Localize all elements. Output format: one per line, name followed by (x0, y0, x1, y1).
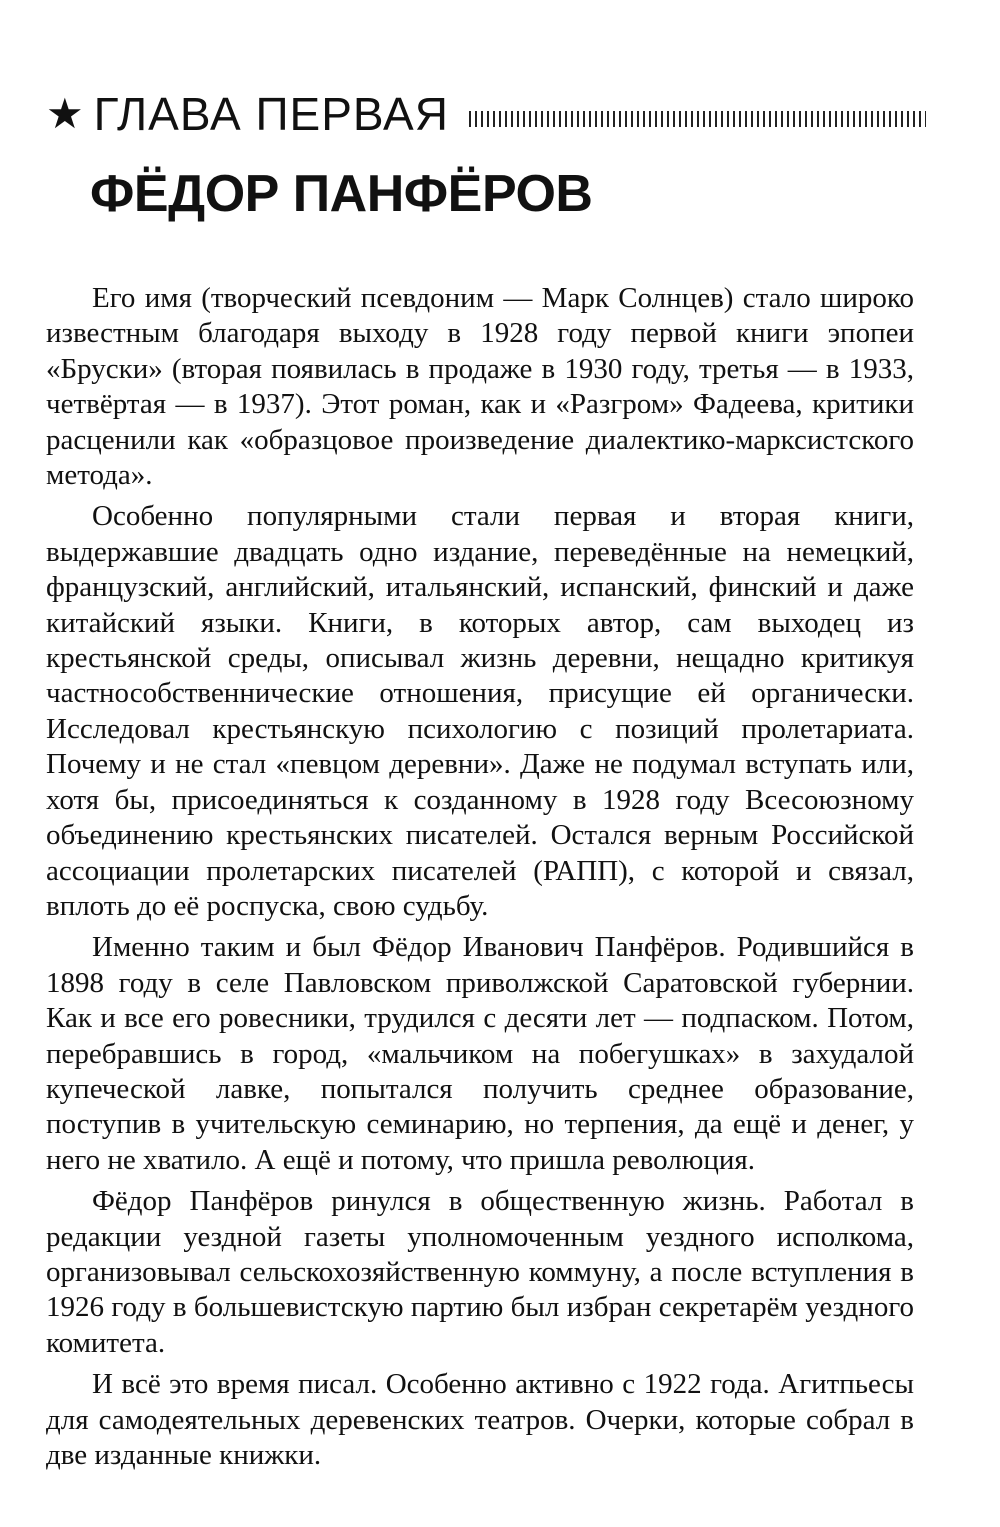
chapter-label: ГЛАВА ПЕРВАЯ (93, 88, 449, 140)
star-icon: ★ (46, 89, 84, 138)
chapter-title: ФЁДОР ПАНФЁРОВ (90, 165, 593, 223)
chapter-header (46, 84, 926, 144)
paragraph: Особенно популярными стали первая и вторая книги, выдержавшие двадцать одно издание, переведённые на немецкий, французский, английский, итальянский, испанский, финский и даже китайский языки. Книги, в которых автор, сам выходец из крестьянской среды, описывал жизнь деревни, нещадно критикуя частнособственнические отношения, присущие ей органически. Исследовал крестьянскую психологию с позиций пролетариата. Почему и не стал «певцом деревни». Даже не подумал вступать или, хотя бы, присоединяться к созданному в 1928 году Всесоюзному объединению крестьянских писателей. Остался верным Российской ассоциации пролетарских писателей (РАПП), с которой и связал, вплоть до её роспуска, свою судьбу. (46, 500, 914, 922)
paragraph: Именно таким и был Фёдор Иванович Панфёров. Родившийся в 1898 году в селе Павловском приволжской Саратовской губернии. Как и все его ровесники, трудился с десяти лет — подпаском. Потом, перебравшись в город, «мальчиком на побегушках» в захудалой купеческой лавке, попытался получить среднее образование, поступив в учительскую семинарию, но терпения, да ещё и денег, у него не хватило. А ещё и потому, что пришла революция. (46, 931, 914, 1176)
paragraph: Фёдор Панфёров ринулся в общественную жизнь. Работал в редакции уездной газеты уполномоченным уездного исполкома, организовывал сельскохозяйственную коммуну, а после вступления в 1926 году в большевистскую партию был избран секретарём уездного комитета. (46, 1185, 914, 1359)
body-text (46, 281, 914, 1479)
paragraph: Его имя (творческий псевдоним — Марк Солнцев) стало широко известным благодаря выходу в 1928 году первой книги эпопеи «Бруски» (вторая появилась в продаже в 1930 году, третья — в 1933, четвёртая — в 1937). Этот роман, как и «Разгром» Фадеева, критики расценили как «образцовое произведение диалектико-марксистского метода». (46, 282, 914, 492)
decorative-rule (469, 111, 926, 127)
paragraph: И всё это время писал. Особенно активно с 1922 года. Агитпьесы для самодеятельных деревенских театров. Очерки, которые собрал в две изданные книжки. (46, 1368, 914, 1471)
